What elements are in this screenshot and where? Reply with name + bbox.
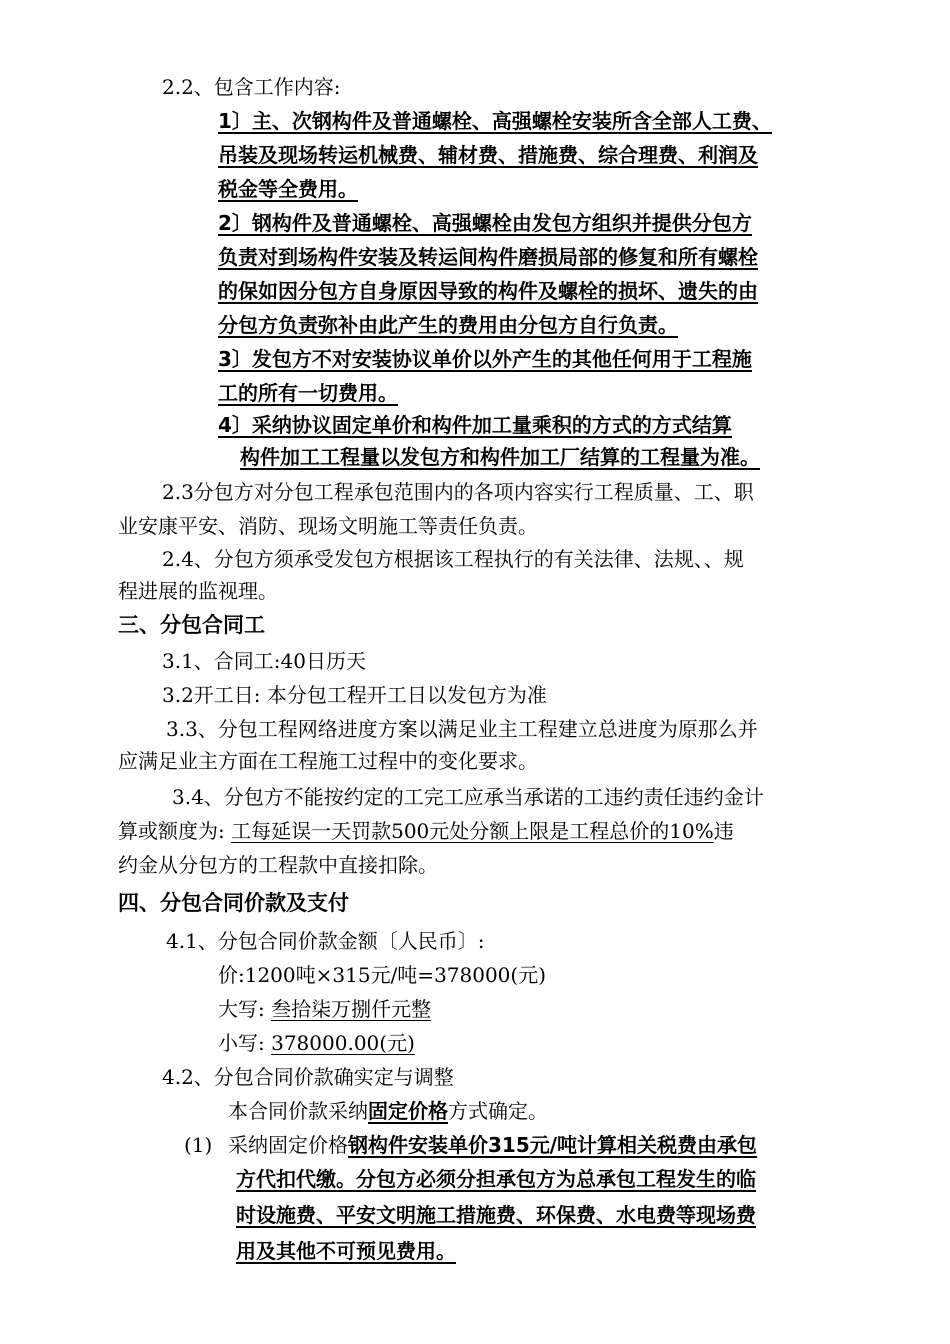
section-3-3-line-1: 3.3、分包工程网络进度方案以满足业主工程建立总进度为原那么并: [166, 717, 758, 741]
item-1-line-3: 税金等全费用。: [218, 177, 358, 201]
section-3-4-line-1: 3.4、分包方不能按约定的工完工应承当承诺的工违约责任违约金计: [172, 785, 764, 809]
penalty-prefix: 算或额度为:: [118, 819, 232, 843]
clause-1-line-1: [228, 1132, 757, 1158]
penalty-clause: 工每延误一天罚款500元处分额上限是工程总价的10%: [231, 819, 714, 843]
item-3-line-1: 3〕发包方不对安装协议单价以外产生的其他任何用于工程施: [218, 347, 752, 371]
item-4-line-1: 4〕采纳协议固定单价和构件加工量乘积的方式的方式结算: [218, 413, 732, 437]
clause-1-line-2: 方代扣代缴。分包方必须分担承包方为总承包工程发生的临: [236, 1167, 756, 1191]
xiaoxie-value: 378000.00(元): [271, 1031, 415, 1055]
amount-in-figures: [218, 1030, 415, 1056]
section-2-4-line-1: 2.4、分包方须承受发包方根据该工程执行的有关法律、法规、、规: [162, 547, 744, 571]
item-4-line-2: 构件加工工程量以发包方和构件加工厂结算的工程量为准。: [240, 445, 760, 469]
section-3-4-line-3: 约金从分包方的工程款中直接扣除。: [118, 853, 438, 877]
section-4-2: 4.2、分包合同价款确实定与调整: [162, 1065, 454, 1089]
item-1-line-2: 吊装及现场转运机械费、辅材费、措施费、综合理费、利润及: [218, 143, 758, 167]
fixed-price-pre: 本合同价款采纳: [228, 1099, 368, 1123]
section-4-1: 4.1、分包合同价款金额〔人民币〕:: [166, 929, 485, 953]
fixed-price-line: [228, 1098, 548, 1124]
section-4-heading: 四、分包合同价款及支付: [118, 891, 349, 915]
xiaoxie-label: 小写:: [218, 1031, 272, 1055]
clause-1-pre: 采纳固定价格: [228, 1133, 348, 1157]
section-2-2-title: 2.2、包含工作内容:: [162, 75, 341, 99]
item-1-line-1: 1〕主、次钢构件及普通螺栓、高强螺栓安装所含全部人工费、: [218, 109, 772, 133]
section-3-heading: 三、分包合同工: [118, 613, 265, 637]
fixed-price-post: 方式确定。: [448, 1099, 548, 1123]
clause-1-line-3: 时设施费、平安文明施工措施费、环保费、水电费等现场费: [236, 1203, 756, 1227]
clause-1-number: (1): [184, 1133, 213, 1157]
section-3-2: 3.2开工日: 本分包工程开工日以发包方为准: [162, 683, 547, 707]
item-2-line-2: 负责对到场构件安装及转运间构件磨损局部的修复和所有螺栓: [218, 245, 758, 269]
daxie-label: 大写:: [218, 997, 272, 1021]
section-2-3-line-2: 业安康平安、消防、现场文明施工等责任负责。: [118, 514, 538, 538]
penalty-suffix: 违: [713, 819, 734, 843]
clause-1-bold: 钢构件安装单价315元/吨计算相关税费由承包: [348, 1133, 758, 1157]
item-3-line-2: 工的所有一切费用。: [218, 381, 398, 405]
daxie-value: 叁拾柒万捌仟元整: [271, 997, 432, 1021]
clause-1-line-4: 用及其他不可预见费用。: [236, 1239, 456, 1263]
section-2-4-line-2: 程进展的监视理。: [118, 579, 278, 603]
item-2-line-4: 分包方负责弥补由此产生的费用由分包方自行负责。: [218, 313, 678, 337]
amount-in-words: [218, 996, 431, 1022]
price-line: 价:1200吨×315元/吨=378000(元): [218, 963, 547, 987]
section-2-3-line-1: 2.3分包方对分包工程承包范围内的各项内容实行工程质量、工、职: [162, 480, 754, 504]
section-3-1: 3.1、合同工:40日历天: [162, 649, 366, 673]
item-2-line-1: 2〕钢构件及普通螺栓、高强螺栓由发包方组织并提供分包方: [218, 211, 752, 235]
item-2-line-3: 的保如因分包方自身原因导致的构件及螺栓的损坏、遗失的由: [218, 279, 758, 303]
fixed-price-term: 固定价格: [368, 1099, 448, 1123]
section-3-3-line-2: 应满足业主方面在工程施工过程中的变化要求。: [118, 749, 538, 773]
section-3-4-line-2: [118, 818, 734, 844]
